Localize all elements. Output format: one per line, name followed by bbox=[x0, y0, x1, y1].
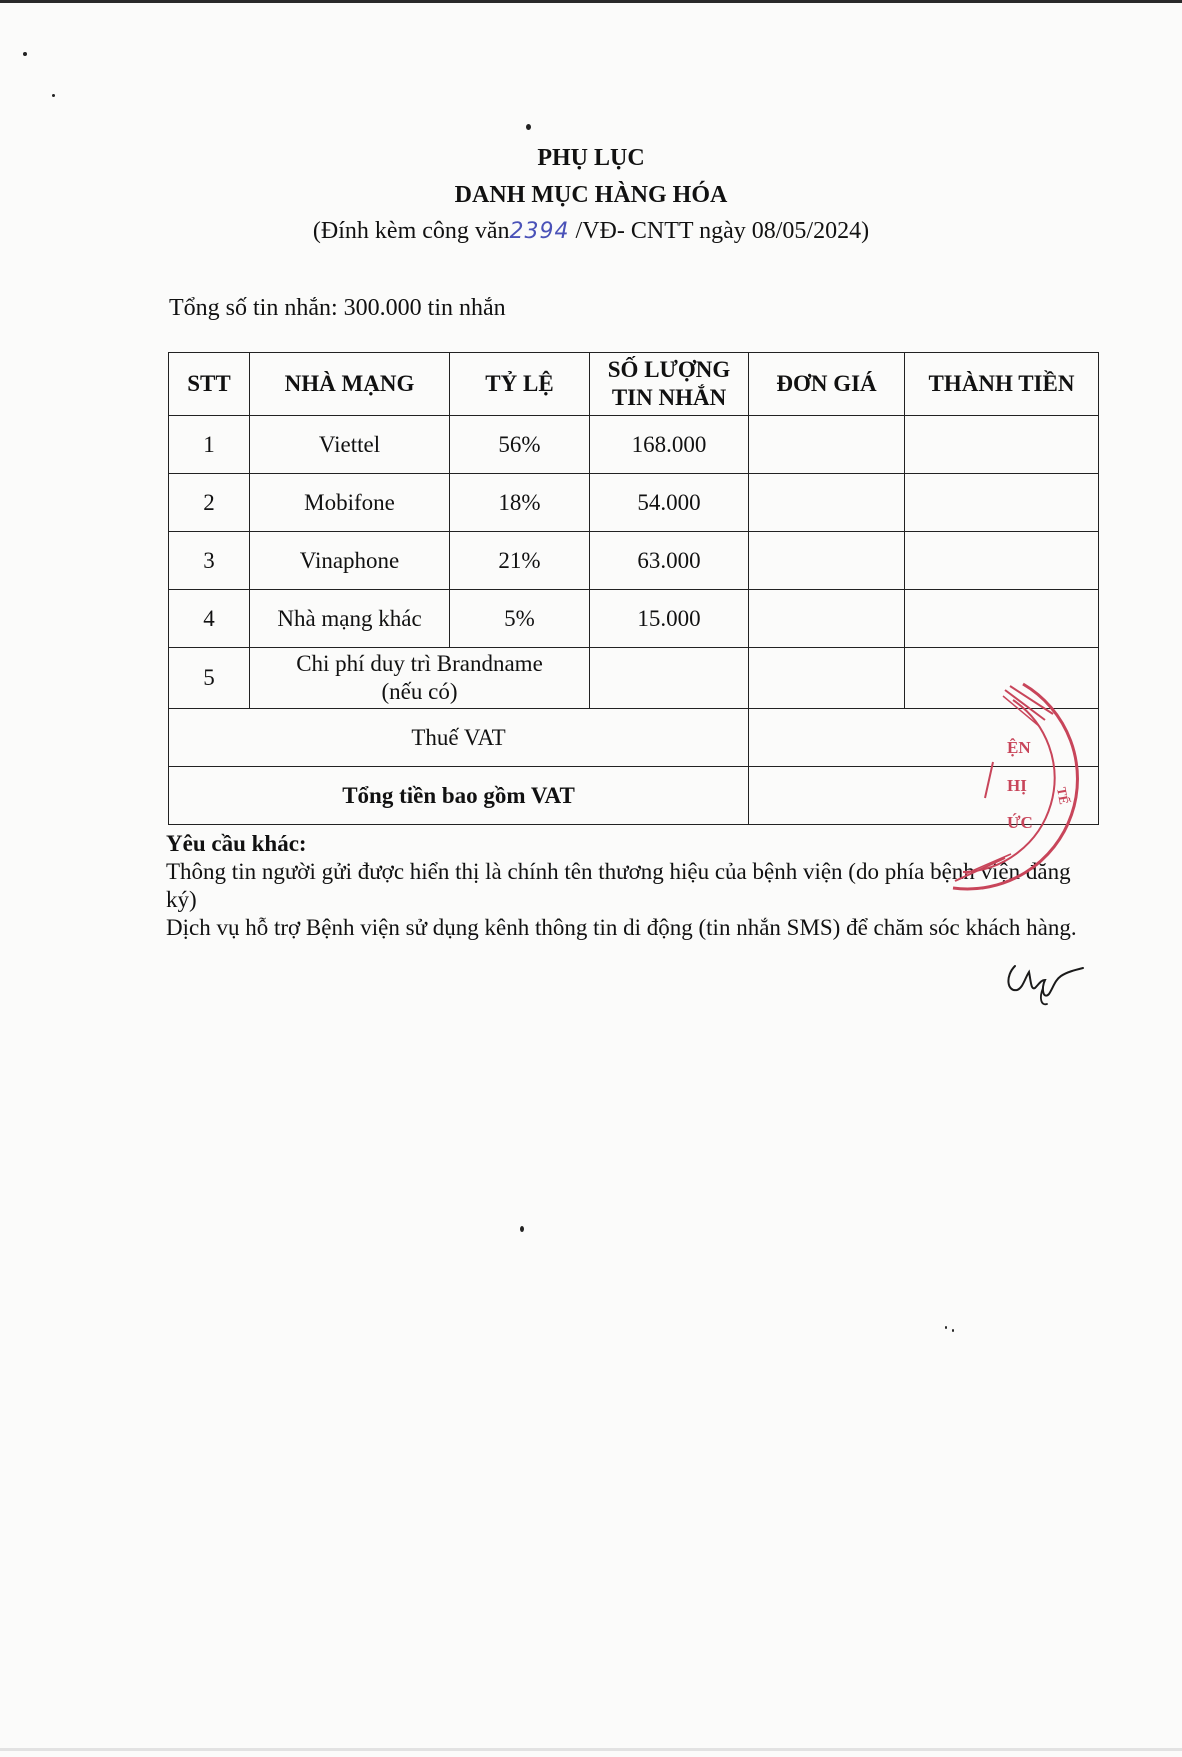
cell-unit-price bbox=[749, 474, 905, 532]
cell-carrier: Vinaphone bbox=[250, 532, 450, 590]
cell-quantity: 63.000 bbox=[590, 532, 749, 590]
cell-unit-price bbox=[749, 648, 905, 709]
scan-speck bbox=[526, 124, 531, 130]
scan-speck bbox=[952, 1329, 954, 1332]
scan-top-edge bbox=[0, 0, 1182, 3]
cell-ratio: 56% bbox=[450, 416, 590, 474]
header-stt: STT bbox=[169, 353, 250, 416]
cell-stt: 4 bbox=[169, 590, 250, 648]
signature-stroke bbox=[1008, 966, 1083, 996]
attachment-prefix: (Đính kèm công văn bbox=[312, 218, 510, 244]
scan-speck bbox=[23, 52, 27, 56]
document-title: PHỤ LỤC bbox=[537, 145, 645, 171]
seal-text: ỆN bbox=[1007, 738, 1031, 757]
cell-amount bbox=[905, 416, 1099, 474]
header-quantity bbox=[590, 353, 749, 416]
cell-ratio: 18% bbox=[450, 474, 590, 532]
handwritten-signature bbox=[1003, 958, 1085, 1008]
cell-carrier: Viettel bbox=[250, 416, 450, 474]
grand-total-label: Tổng tiền bao gồm VAT bbox=[169, 767, 749, 825]
table-row bbox=[169, 532, 1099, 590]
cell-ratio: 21% bbox=[450, 532, 590, 590]
cell-carrier: Mobifone bbox=[250, 474, 450, 532]
cell-carrier: Nhà mạng khác bbox=[250, 590, 450, 648]
seal-text: TẾ bbox=[1054, 785, 1072, 806]
seal-text: ỨC bbox=[1007, 813, 1033, 832]
cell-brandname-item bbox=[250, 648, 590, 709]
attachment-line bbox=[0, 218, 1182, 245]
cell-amount bbox=[905, 474, 1099, 532]
seal-mark bbox=[965, 854, 1011, 874]
table-header-row bbox=[169, 353, 1099, 416]
cell-amount bbox=[905, 590, 1099, 648]
document-subtitle: DANH MỤC HÀNG HÓA bbox=[454, 182, 728, 208]
header-quantity-line1: SỐ LƯỢNG bbox=[607, 357, 731, 382]
cell-quantity bbox=[590, 648, 749, 709]
cell-stt: 2 bbox=[169, 474, 250, 532]
brandname-line2: (nếu có) bbox=[381, 679, 458, 704]
cell-quantity: 15.000 bbox=[590, 590, 749, 648]
table-row bbox=[169, 590, 1099, 648]
seal-text: HỊ bbox=[1007, 776, 1027, 795]
seal-mark bbox=[955, 858, 1005, 881]
cell-quantity: 54.000 bbox=[590, 474, 749, 532]
header-amount: THÀNH TIỀN bbox=[905, 353, 1099, 416]
cell-stt: 5 bbox=[169, 648, 250, 709]
cell-unit-price bbox=[749, 590, 905, 648]
header-quantity-line2: TIN NHẮN bbox=[611, 385, 727, 410]
seal-mark bbox=[985, 762, 993, 798]
handwritten-reference-number: 2394 bbox=[509, 219, 570, 244]
notes-paragraph: Thông tin người gửi được hiển thị là chính tên thương hiệu của bệnh viện (do phía bệnh viện đăng ký) bbox=[166, 859, 1071, 912]
attachment-suffix: /VĐ- CNTT ngày 08/05/2024) bbox=[569, 218, 870, 244]
seal-lettering bbox=[1007, 738, 1072, 832]
cell-stt: 1 bbox=[169, 416, 250, 474]
cell-quantity: 168.000 bbox=[590, 416, 749, 474]
header-unit-price: ĐƠN GIÁ bbox=[749, 353, 905, 416]
total-messages-line: Tổng số tin nhắn: 300.000 tin nhắn bbox=[169, 295, 506, 321]
table-row bbox=[169, 474, 1099, 532]
notes-paragraph: Dịch vụ hỗ trợ Bệnh viện sử dụng kênh thông tin di động (tin nhắn SMS) để chăm sóc khách hàng. bbox=[166, 915, 1077, 940]
cell-unit-price bbox=[749, 532, 905, 590]
vat-label: Thuế VAT bbox=[169, 709, 749, 767]
header-carrier: NHÀ MẠNG bbox=[250, 353, 450, 416]
scan-speck bbox=[945, 1326, 947, 1329]
cell-unit-price bbox=[749, 416, 905, 474]
red-seal-stamp bbox=[935, 676, 1095, 896]
scan-bottom-edge bbox=[0, 1748, 1182, 1751]
notes-title: Yêu cầu khác: bbox=[166, 831, 307, 856]
scan-speck bbox=[52, 94, 55, 97]
cell-stt: 3 bbox=[169, 532, 250, 590]
cell-amount bbox=[905, 532, 1099, 590]
header-ratio: TỶ LỆ bbox=[450, 353, 590, 416]
scan-speck bbox=[520, 1226, 524, 1232]
cell-ratio: 5% bbox=[450, 590, 590, 648]
brandname-line1: Chi phí duy trì Brandname bbox=[296, 651, 543, 676]
table-row bbox=[169, 416, 1099, 474]
